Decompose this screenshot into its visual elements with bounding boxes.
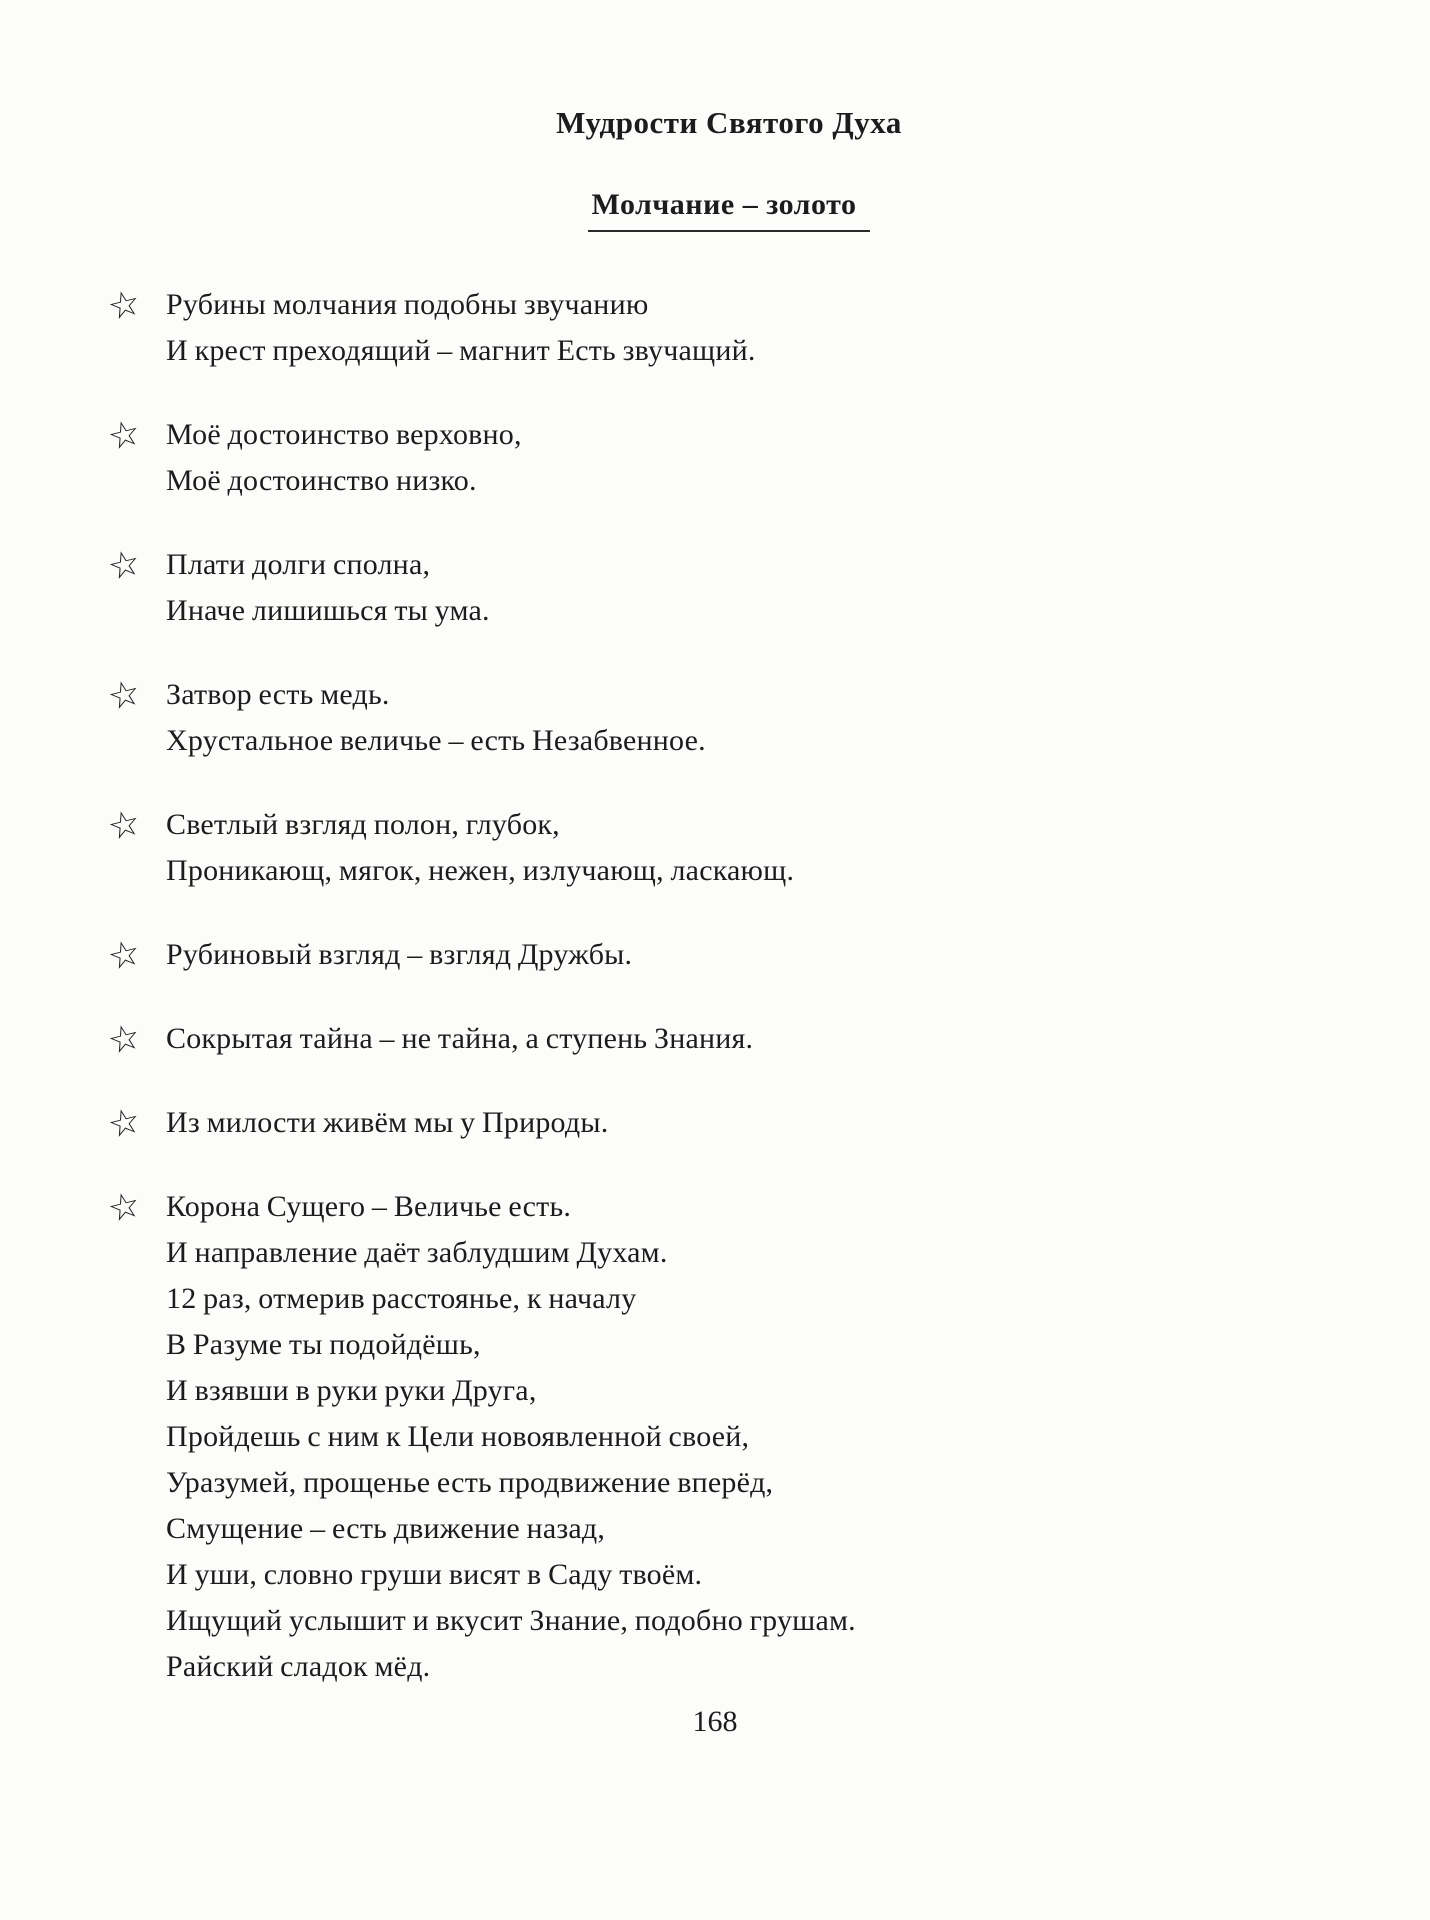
aphorism-text [166, 542, 490, 634]
page-subtitle-row [148, 182, 1310, 233]
star-icon: ☆ [103, 801, 145, 849]
aphorism-line: 12 раз, отмерив расстоянье, к началу [166, 1282, 637, 1315]
list-item [103, 1183, 1310, 1690]
aphorism-text [166, 282, 756, 374]
list-item [103, 931, 1310, 979]
star-bullet-icon [103, 541, 166, 589]
star-bullet-icon [103, 1015, 166, 1063]
aphorism-line: Ищущий услышит и вкусит Знание, подобно грушам. [166, 1604, 856, 1637]
aphorism-line: Затвор есть медь. [166, 678, 390, 711]
aphorism-line: Рубины молчания подобны звучанию [166, 288, 649, 321]
list-item [103, 801, 1310, 894]
page-subtitle: Молчание – золото [588, 182, 871, 232]
list-item [103, 541, 1310, 634]
star-bullet-icon [103, 1183, 166, 1231]
list-item [103, 1099, 1310, 1147]
aphorism-text [166, 412, 522, 504]
aphorism-line: Моё достоинство верховно, [166, 418, 522, 451]
star-icon: ☆ [103, 931, 145, 979]
page-title: Мудрости Святого Духа [556, 105, 902, 140]
list-item [103, 1015, 1310, 1063]
star-bullet-icon [103, 281, 166, 329]
aphorism-line: Проникающ, мягок, нежен, излучающ, ласкающ. [166, 854, 795, 887]
star-bullet-icon [103, 801, 166, 849]
aphorism-line: Смущение – есть движение назад, [166, 1512, 606, 1545]
star-icon: ☆ [103, 1015, 145, 1063]
aphorism-text [166, 1100, 608, 1146]
aphorism-list [103, 281, 1310, 1690]
aphorism-line: Хрустальное величье – есть Незабвенное. [166, 724, 706, 757]
list-item [103, 281, 1310, 374]
aphorism-line: Уразумей, прощенье есть продвижение вперёд, [166, 1466, 774, 1499]
page-number: 168 [692, 1705, 738, 1738]
star-bullet-icon [103, 411, 166, 459]
star-bullet-icon [103, 1099, 166, 1147]
aphorism-line: Сокрытая тайна – не тайна, а ступень Знания. [166, 1022, 754, 1055]
aphorism-line: В Разуме ты подойдёшь, [166, 1328, 481, 1361]
aphorism-line: Светлый взгляд полон, глубок, [166, 808, 560, 841]
star-icon: ☆ [103, 671, 145, 719]
aphorism-line: Пройдешь с ним к Цели новоявленной своей, [166, 1420, 750, 1453]
aphorism-text [166, 672, 706, 764]
aphorism-line: Из милости живём мы у Природы. [166, 1106, 609, 1139]
aphorism-line: И направление даёт заблудшим Духам. [166, 1236, 668, 1269]
aphorism-line: Иначе лишишься ты ума. [166, 594, 490, 627]
aphorism-line: И уши, словно груши висят в Саду твоём. [166, 1558, 703, 1591]
aphorism-line: Моё достоинство низко. [166, 464, 477, 497]
list-item [103, 671, 1310, 764]
aphorism-text [166, 1016, 753, 1062]
aphorism-line: И крест преходящий – магнит Есть звучащий. [166, 334, 756, 367]
star-icon: ☆ [103, 541, 145, 589]
star-icon: ☆ [103, 281, 145, 329]
list-item [103, 411, 1310, 504]
star-icon: ☆ [103, 411, 145, 459]
aphorism-line: Райский сладок мёд. [166, 1650, 431, 1683]
aphorism-text [166, 932, 632, 978]
aphorism-text [166, 1184, 856, 1690]
aphorism-text [166, 802, 794, 894]
star-bullet-icon [103, 931, 166, 979]
star-icon: ☆ [103, 1183, 145, 1231]
aphorism-line: Плати долги сполна, [166, 548, 431, 581]
aphorism-line: Рубиновый взгляд – взгляд Дружбы. [166, 938, 633, 971]
star-bullet-icon [103, 671, 166, 719]
star-icon: ☆ [103, 1099, 145, 1147]
aphorism-line: Корона Сущего – Величье есть. [166, 1190, 572, 1223]
aphorism-line: И взявши в руки руки Друга, [166, 1374, 537, 1407]
